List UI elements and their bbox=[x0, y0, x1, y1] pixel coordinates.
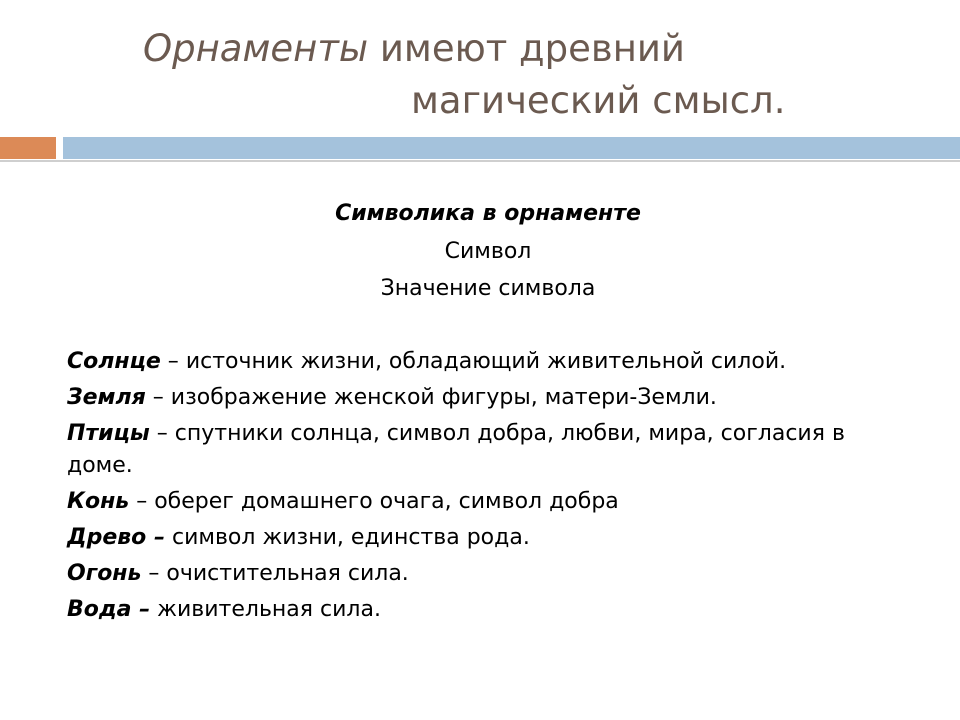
list-item bbox=[67, 418, 907, 482]
term-dash: – bbox=[141, 561, 167, 586]
term-dash: – bbox=[160, 349, 186, 374]
list-item bbox=[67, 346, 907, 378]
symbol-meaning: живительная сила. bbox=[157, 597, 381, 622]
section-heading: Символика в орнаменте bbox=[335, 201, 641, 226]
symbol-meaning: спутники солнца, символ добра, любви, мира, согласия в доме. bbox=[67, 421, 845, 478]
title-line-2: магический смысл. bbox=[411, 79, 786, 122]
term-dash: – bbox=[149, 421, 175, 446]
symbol-term: Вода – bbox=[67, 597, 151, 622]
symbol-meaning: очистительная сила. bbox=[166, 561, 409, 586]
term-dash: – bbox=[145, 385, 171, 410]
symbol-term: Древо – bbox=[67, 525, 165, 550]
term-dash: – bbox=[129, 489, 155, 514]
title-italic-word: Орнаменты bbox=[143, 27, 369, 70]
symbol-term: Земля bbox=[67, 385, 146, 410]
symbol-meaning: изображение женской фигуры, матери-Земли. bbox=[170, 385, 717, 410]
symbol-term: Огонь bbox=[67, 561, 142, 586]
accent-band-orange bbox=[0, 137, 56, 159]
list-item bbox=[67, 558, 907, 590]
symbol-meaning: символ жизни, единства рода. bbox=[171, 525, 530, 550]
accent-band-blue bbox=[63, 137, 960, 159]
column-header-symbol: Символ bbox=[444, 239, 532, 264]
list-item bbox=[67, 594, 907, 626]
symbol-meaning: оберег домашнего очага, символ добра bbox=[154, 489, 619, 514]
symbol-term: Птицы bbox=[67, 421, 150, 446]
list-item bbox=[67, 486, 907, 518]
symbol-term: Солнце bbox=[67, 349, 161, 374]
symbol-term: Конь bbox=[67, 489, 130, 514]
column-header-meaning: Значение символа bbox=[380, 276, 596, 301]
divider-line bbox=[0, 160, 960, 162]
symbol-list bbox=[67, 346, 907, 630]
title-line-1-rest: имеют древний bbox=[368, 27, 685, 70]
list-item bbox=[67, 522, 907, 554]
symbol-meaning: источник жизни, обладающий живительной силой. bbox=[185, 349, 787, 374]
title-line-1 bbox=[143, 22, 685, 76]
list-item bbox=[67, 382, 907, 414]
term-dash bbox=[165, 525, 172, 550]
